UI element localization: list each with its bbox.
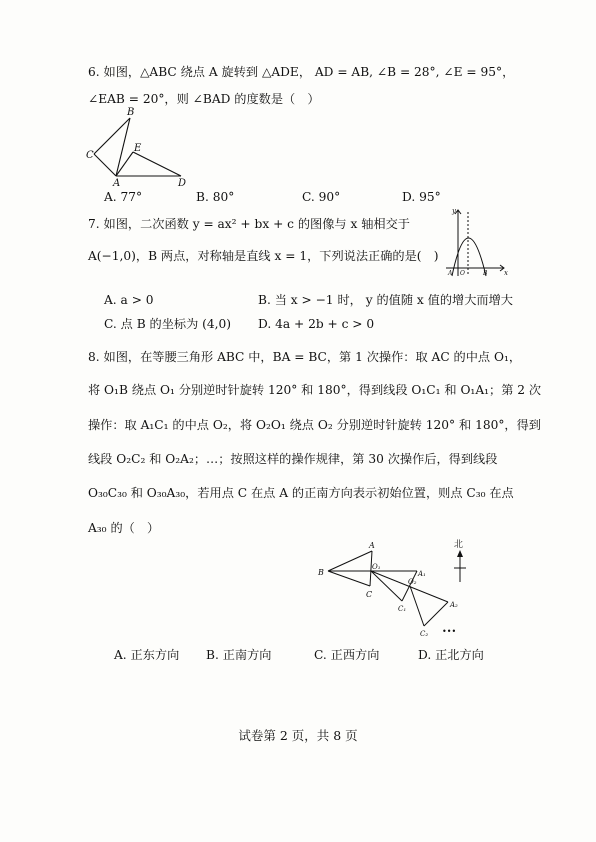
q8-label-a2: A₂ xyxy=(450,601,458,609)
q6-option-a: A. 77° xyxy=(104,190,143,204)
q8-stem-line4: 线段 O₂C₂ 和 O₂A₂；…；按照这样的操作规律，第 30 次操作后，得到线段 xyxy=(88,452,498,466)
q7-label-o: O xyxy=(460,270,465,277)
q7-parabola-figure xyxy=(440,204,510,278)
q7-label-a: A xyxy=(448,270,453,277)
q6-label-c: C xyxy=(86,150,94,161)
q6-option-b: B. 80° xyxy=(196,190,235,204)
q8-stem-line3: 操作：取 A₁C₁ 的中点 O₂，将 O₂O₁ 绕点 O₂ 分别逆时针旋转 120° 和 180°，得到 xyxy=(88,418,541,432)
q7-option-d: D. 4a + 2b + c > 0 xyxy=(258,317,375,331)
q7-label-b: B xyxy=(483,270,488,277)
q8-stem-line1: 8. 如图，在等腰三角形 ABC 中，BA = BC，第 1 次操作：取 AC 的中点 O₁， xyxy=(88,350,522,364)
q8-label-north: 北 xyxy=(454,540,464,550)
q6-option-c: C. 90° xyxy=(302,190,341,204)
q6-line-ab xyxy=(116,118,130,176)
q8-continuation-dots: ••• xyxy=(442,627,457,636)
page-footer: 试卷第 2 页，共 8 页 xyxy=(238,728,358,743)
q8-line-o1c1 xyxy=(371,571,402,601)
q6-line-ed xyxy=(133,152,181,176)
q8-option-a: A. 正东方向 xyxy=(114,648,180,662)
q8-stem-line6: A₃₀ 的（ ） xyxy=(88,521,160,535)
q8-label-c: C xyxy=(366,590,373,599)
q7-option-a: A. a > 0 xyxy=(104,293,154,307)
q8-north-arrow-head xyxy=(457,550,463,557)
q6-label-e: E xyxy=(134,143,142,154)
q8-line-a2c2 xyxy=(424,602,448,626)
q6-line-bc xyxy=(94,118,130,154)
q8-label-c1: C₁ xyxy=(398,605,407,613)
q7-parabola-curve xyxy=(452,238,486,276)
q6-stem-line1: 6. 如图，△ABC 绕点 A 旋转到 △ADE， AD = AB, ∠B = 28°, ∠E = 95°， xyxy=(88,65,515,79)
q7-stem-line2: A(−1,0)，B 两点，对称轴是直线 x = 1，下列说法正确的是( ) xyxy=(88,249,439,263)
q6-label-d: D xyxy=(178,178,187,188)
q8-label-o2: O₂ xyxy=(408,578,417,586)
q6-figure xyxy=(82,104,192,188)
q8-stem-line2: 将 O₁B 绕点 O₁ 分别逆时针旋转 120° 和 180°，得到线段 O₁C₁ 和 O₁A₁；第 2 次 xyxy=(88,383,542,397)
q8-option-b: B. 正南方向 xyxy=(206,648,272,662)
q8-option-d: D. 正北方向 xyxy=(418,648,484,662)
q8-label-a1: A₁ xyxy=(418,570,426,578)
q8-line-bc xyxy=(328,571,370,586)
q6-stem-line2: ∠EAB = 20°，则 ∠BAD 的度数是（ ） xyxy=(88,92,320,106)
q8-stem-line5: O₃₀C₃₀ 和 O₃₀A₃₀，若用点 C 在点 A 的正南方向表示初始位置，则点 C₃₀ 在点 xyxy=(88,486,514,500)
q6-option-d: D. 95° xyxy=(402,190,441,204)
q8-label-c2: C₂ xyxy=(420,630,429,638)
q7-label-x: x xyxy=(504,269,508,277)
q8-line-ba xyxy=(328,551,372,571)
q6-line-ca xyxy=(94,154,116,176)
q8-line-o1a2 xyxy=(371,571,448,602)
q8-label-o1: O₁ xyxy=(372,563,381,571)
q7-stem-line1: 7. 如图，二次函数 y = ax² + bx + c 的图像与 x 轴相交于 xyxy=(88,217,410,231)
q7-option-c: C. 点 B 的坐标为 (4,0) xyxy=(104,317,232,331)
q7-option-b: B. 当 x > −1 时， y 的值随 x 值的增大而增大 xyxy=(258,293,513,307)
q6-label-b: B xyxy=(127,107,135,118)
q8-rotation-figure xyxy=(314,538,490,644)
q7-label-y: y xyxy=(452,207,456,215)
q6-label-a: A xyxy=(113,178,121,188)
q8-option-c: C. 正西方向 xyxy=(314,648,380,662)
q8-label-b: B xyxy=(318,568,324,577)
q8-label-a: A xyxy=(369,541,375,550)
